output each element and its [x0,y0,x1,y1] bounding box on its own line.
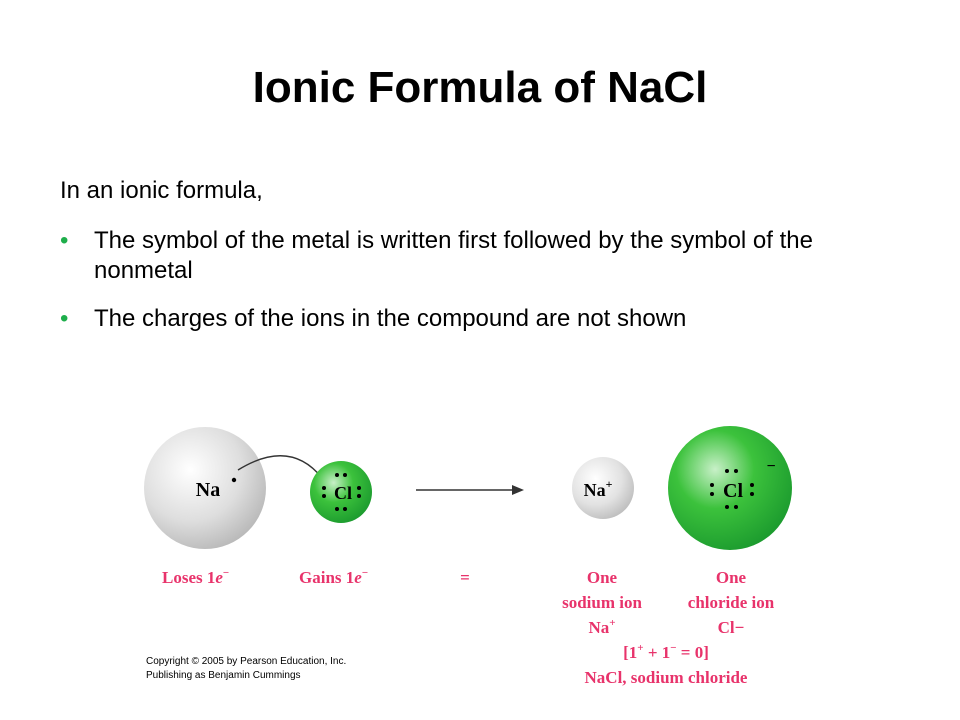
gains-electron-label: Gains 1e− [299,567,369,587]
sodium-atom-symbol: Na [195,479,221,501]
compound-result-label: NaCl, sodium chloride [584,668,748,687]
publisher-line: Publishing as Benjamin Cummings [146,670,301,681]
charge-balance-equation: [1+ + 1− = 0] [623,642,709,662]
reaction-arrowhead [512,485,524,495]
chloride-ion-formula: Cl− [717,618,745,637]
bullet-dot-icon: • [60,305,69,332]
equals-sign: = [460,568,470,587]
chloride-ion-symbol: Cl [723,480,743,502]
bullet-text: The charges of the ions in the compound are not shown [94,305,687,332]
intro-text: In an ionic formula, [60,177,263,204]
bullet-text: The symbol of the metal is written first followed by the symbol of the nonmetal [94,227,813,284]
copyright-notice [146,655,346,683]
sodium-ion-symbol: Na+ [583,477,613,500]
sodium-ion-name: sodium ion [562,593,642,612]
valence-electron-icon [232,478,236,482]
slide-title: Ionic Formula of NaCl [252,63,708,112]
chloride-ion-charge: − [766,458,776,475]
chloride-ion-name: chloride ion [687,593,775,612]
loses-electron-label: Loses 1e− [162,567,230,587]
sodium-ion-count: One [586,568,618,587]
bullet-dot-icon: • [60,227,69,254]
chloride-ion-count: One [715,568,747,587]
sodium-ion-formula: Na+ [588,617,616,637]
copyright-line: Copyright © 2005 by Pearson Education, Inc. [146,656,347,667]
chlorine-atom-symbol: Cl [334,483,352,503]
